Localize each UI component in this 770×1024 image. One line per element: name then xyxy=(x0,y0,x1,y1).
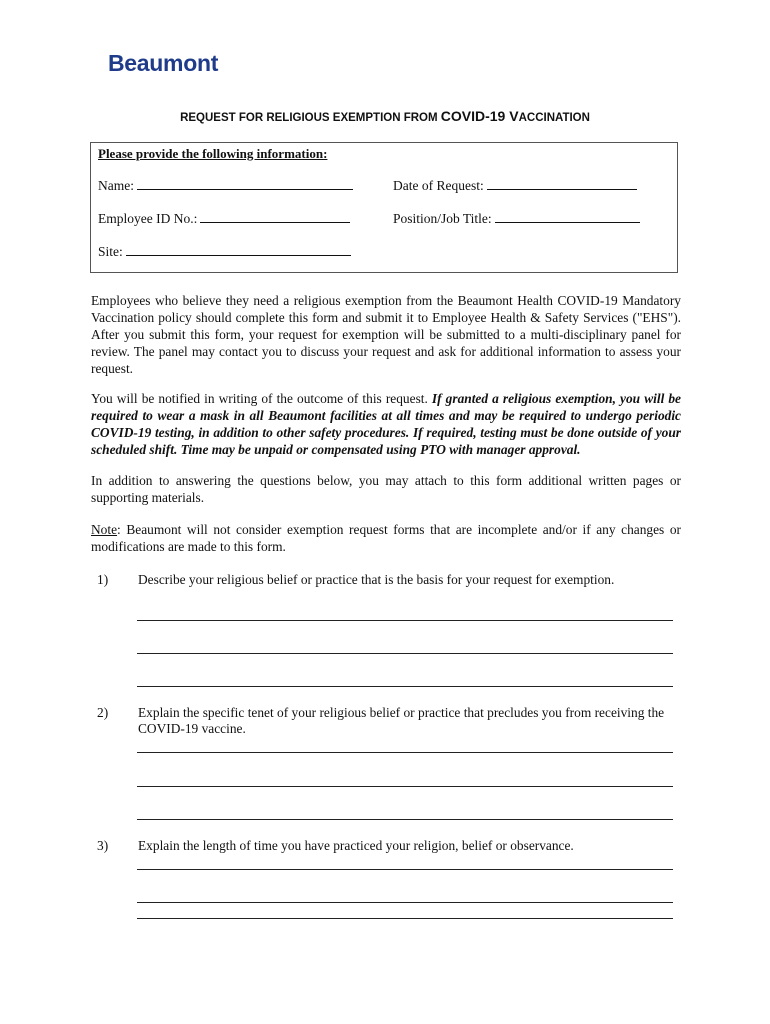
question-1-answer-line-3[interactable] xyxy=(137,686,673,687)
question-2-number: 2) xyxy=(97,705,109,720)
question-3-answer-line-3[interactable] xyxy=(137,918,673,919)
employee-id-input-line[interactable] xyxy=(200,210,350,223)
question-1-answer-line-1[interactable] xyxy=(137,620,673,621)
beaumont-logo: Beaumont xyxy=(108,50,219,76)
question-2-answer-line-3[interactable] xyxy=(137,819,673,820)
employee-id-field[interactable] xyxy=(98,210,350,227)
title-part-2: COVID-19 V xyxy=(440,108,519,124)
date-label: Date of Request: xyxy=(393,178,484,193)
title-part-1: REQUEST FOR RELIGIOUS EXEMPTION FROM xyxy=(180,112,441,124)
title-part-3: ACCINATION xyxy=(518,112,590,124)
question-1-text: Describe your religious belief or practice that is the basis for your request for exemption. xyxy=(138,572,615,587)
question-3-answer-line-2[interactable] xyxy=(137,902,673,903)
note-paragraph xyxy=(91,521,681,555)
note-text: : Beaumont will not consider exemption request forms that are incomplete and/or if any changes or modifications are made to this form. xyxy=(91,522,681,554)
question-3-text: Explain the length of time you have practiced your religion, belief or observance. xyxy=(138,838,574,853)
question-3-number: 3) xyxy=(97,838,109,853)
question-1-answer-line-2[interactable] xyxy=(137,653,673,654)
intro-paragraph: Employees who believe they need a religious exemption from the Beaumont Health COVID-19 Mandatory Vaccination policy should complete this form and submit it to Employee Health & Safety Services ("EHS"). After you submit this form, your request for exemption will be submitted to a multi-disciplinary panel for review. The panel may contact you to discuss your request and ask for additional information to assess your request. xyxy=(91,293,681,376)
info-box-heading: Please provide the following information: xyxy=(98,146,328,161)
question-2-answer-line-1[interactable] xyxy=(137,752,673,753)
name-input-line[interactable] xyxy=(137,177,353,190)
form-title xyxy=(0,108,770,124)
outcome-paragraph xyxy=(91,390,681,458)
question-3-answer-line-1[interactable] xyxy=(137,869,673,870)
name-label: Name: xyxy=(98,178,134,193)
position-input-line[interactable] xyxy=(495,210,640,223)
position-label: Position/Job Title: xyxy=(393,211,492,226)
question-2-text: Explain the specific tenet of your religious belief or practice that precludes you from receiving the COVID-19 vaccine. xyxy=(138,705,665,736)
question-2-answer-line-2[interactable] xyxy=(137,786,673,787)
outcome-bold-text: If granted a religious exemption, you will be required to wear a mask in all Beaumont facilities at all times and may be required to undergo periodic COVID-19 testing, in addition to other safety procedures. If required, testing must be done outside of your scheduled shift. Time may be unpaid or compensated using PTO with manager approval. xyxy=(91,391,681,457)
date-input-line[interactable] xyxy=(487,177,637,190)
site-input-line[interactable] xyxy=(126,243,351,256)
employee-id-label: Employee ID No.: xyxy=(98,211,198,226)
site-label: Site: xyxy=(98,244,123,259)
site-field[interactable] xyxy=(98,243,351,260)
date-of-request-field[interactable] xyxy=(393,177,637,194)
name-field[interactable] xyxy=(98,177,353,194)
attach-paragraph: In addition to answering the questions below, you may attach to this form additional written pages or supporting materials. xyxy=(91,473,681,505)
note-label: Note xyxy=(91,522,118,537)
position-field[interactable] xyxy=(393,210,640,227)
info-box xyxy=(90,142,678,273)
outcome-plain-text: You will be notified in writing of the outcome of this request. xyxy=(91,391,432,406)
question-1-number: 1) xyxy=(97,572,109,587)
